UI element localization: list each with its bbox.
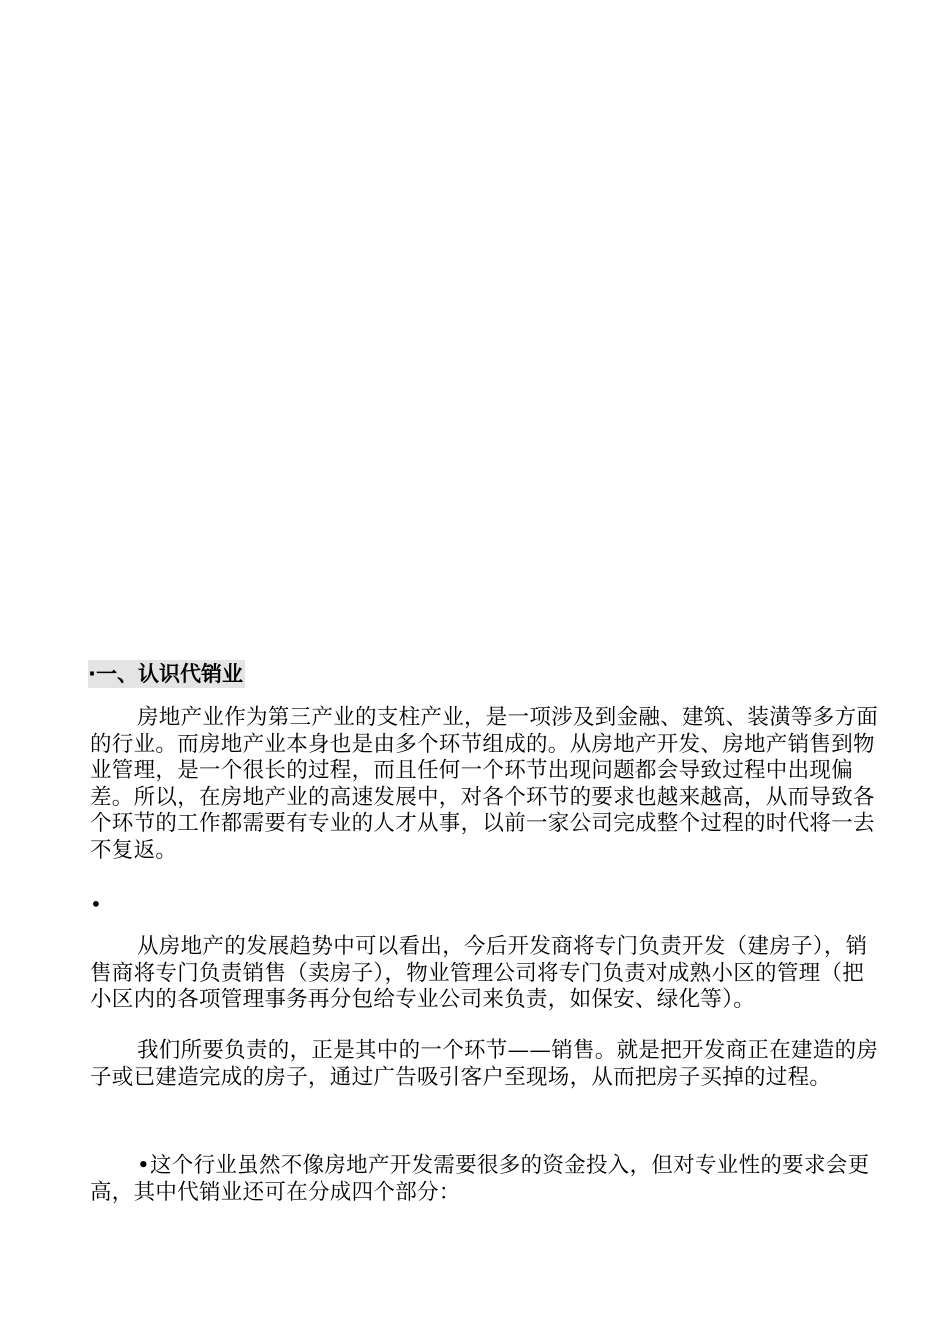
paragraph-sales-role: 我们所要负责的，正是其中的一个环节——销售。就是把开发商正在建造的房子或已建造完成的房子，通过广告吸引客户至现场，从而把房子买掉的过程。 [90, 1038, 879, 1090]
bullet-marker: • [90, 892, 102, 916]
paragraph-industry-overview: 房地产业作为第三产业的支柱产业，是一项涉及到金融、建筑、装潢等多方面的行业。而房地产业本身也是由多个环节组成的。从房地产开发、房地产销售到物业管理，是一个很长的过程，而且任何一个环节出现问题都会导致过程中出现偏差。所以，在房地产业的高速发展中，对各个环节的要求也越来越高，从而导致各个环节的工作都需要有专业的人才从事，以前一家公司完成整个过程的时代将一去不复返。 [90, 705, 879, 863]
paragraph-development-trend: 从房地产的发展趋势中可以看出，今后开发商将专门负责开发（建房子），销售商将专门负责销售（卖房子），物业管理公司将专门负责对成熟小区的管理（把小区内的各项管理事务再分包给专业公司来负责，如保安、绿化等）。 [90, 934, 868, 1012]
section-heading: ·一、认识代销业 [88, 662, 243, 686]
paragraph-agency-parts: •这个行业虽然不像房地产开发需要很多的资金投入，但对专业性的要求会更高，其中代销业还可在分成四个部分： [90, 1153, 870, 1205]
